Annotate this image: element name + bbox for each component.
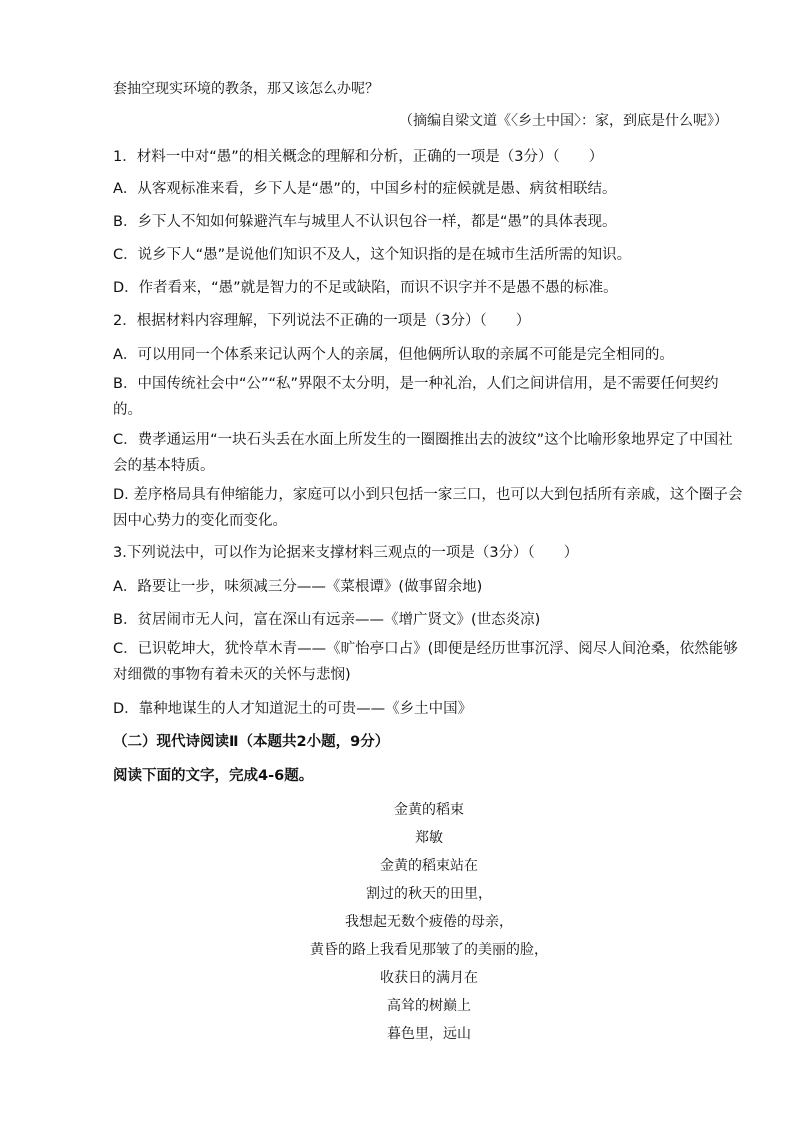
poem-line: 暮色里，远山 bbox=[387, 1026, 471, 1042]
question-1-option-c: C．说乡下人“愚”是说他们知识不及人，这个知识指的是在城市生活所需的知识。 bbox=[113, 247, 632, 263]
source-citation: （摘编自梁文道《〈乡土中国〉：家，到底是什么呢》） bbox=[399, 113, 728, 129]
question-2-option-b: B．中国传统社会中“公”“私”界限不太分明，是一种礼治，人们之间讲信用，是不需要任何契约的。 bbox=[113, 376, 719, 418]
poem-title: 金黄的稻束 bbox=[394, 802, 464, 818]
reading-instruction: 阅读下面的文字，完成4-6题。 bbox=[113, 768, 314, 784]
poem-line: 割过的秋天的田里， bbox=[366, 886, 492, 902]
question-2-option-a: A．可以用同一个体系来记认两个人的亲属，但他俩所认取的亲属不可能是完全相同的。 bbox=[113, 347, 674, 363]
question-2-option-c: C．费孝通运用“一块石头丢在水面上所发生的一圈圈推出去的波纹”这个比喻形象地界定了中国社会的基本特质。 bbox=[113, 432, 733, 474]
question-2-option-d: D. 差序格局具有伸缩能力，家庭可以小到只包括一家三口，也可以大到包括所有亲戚，这个圈子会因中心势力的变化而变化。 bbox=[113, 487, 743, 529]
question-3-option-c: C．已识乾坤大，犹怜草木青——《旷怡亭口占》(即便是经历世事沉浮、阅尽人间沧桑，依然能够对细微的事物有着未灭的关怀与悲悯) bbox=[113, 641, 738, 683]
poem-author: 郑敏 bbox=[415, 830, 443, 846]
poem bbox=[113, 796, 745, 1048]
poem-line: 收获日的满月在 bbox=[380, 970, 478, 986]
section-title: （二）现代诗阅读Ⅱ（本题共2小题，9分） bbox=[113, 734, 390, 750]
poem-line: 高耸的树巅上 bbox=[387, 998, 471, 1014]
poem-line: 黄昏的路上我看见那皱了的美丽的脸， bbox=[310, 942, 548, 958]
question-3-option-b: B．贫居闹市无人问，富在深山有远亲——《增广贤文》(世态炎凉) bbox=[113, 612, 541, 628]
question-3-option-d: D．靠种地谋生的人才知道泥土的可贵——《乡土中国》 bbox=[113, 701, 473, 717]
question-1-option-d: D．作者看来，“愚”就是智力的不足或缺陷，而识不识字并不是愚不愚的标准。 bbox=[113, 280, 618, 296]
intro-line: 套抽空现实环境的教条，那又该怎么办呢？ bbox=[113, 81, 379, 97]
poem-line: 我想起无数个疲倦的母亲， bbox=[345, 914, 513, 930]
question-1-option-b: B．乡下人不知如何躲避汽车与城里人不认识包谷一样，都是“愚”的具体表现。 bbox=[113, 214, 617, 230]
question-3-stem: 3.下列说法中，可以作为论据来支撑材料三观点的一项是（3分）（ ） bbox=[113, 545, 579, 561]
question-1-option-a: A．从客观标准来看，乡下人是“愚”的，中国乡村的症候就是愚、病贫相联结。 bbox=[113, 181, 617, 197]
question-3-option-a: A．路要让一步，味须减三分——《菜根谭》(做事留余地) bbox=[113, 579, 483, 595]
question-2-stem: 2．根据材料内容理解，下列说法不正确的一项是（3分）（ ） bbox=[113, 313, 531, 329]
poem-line: 金黄的稻束站在 bbox=[380, 858, 478, 874]
question-1-stem: 1．材料一中对“愚”的相关概念的理解和分析，正确的一项是（3分）（ ） bbox=[113, 149, 604, 165]
